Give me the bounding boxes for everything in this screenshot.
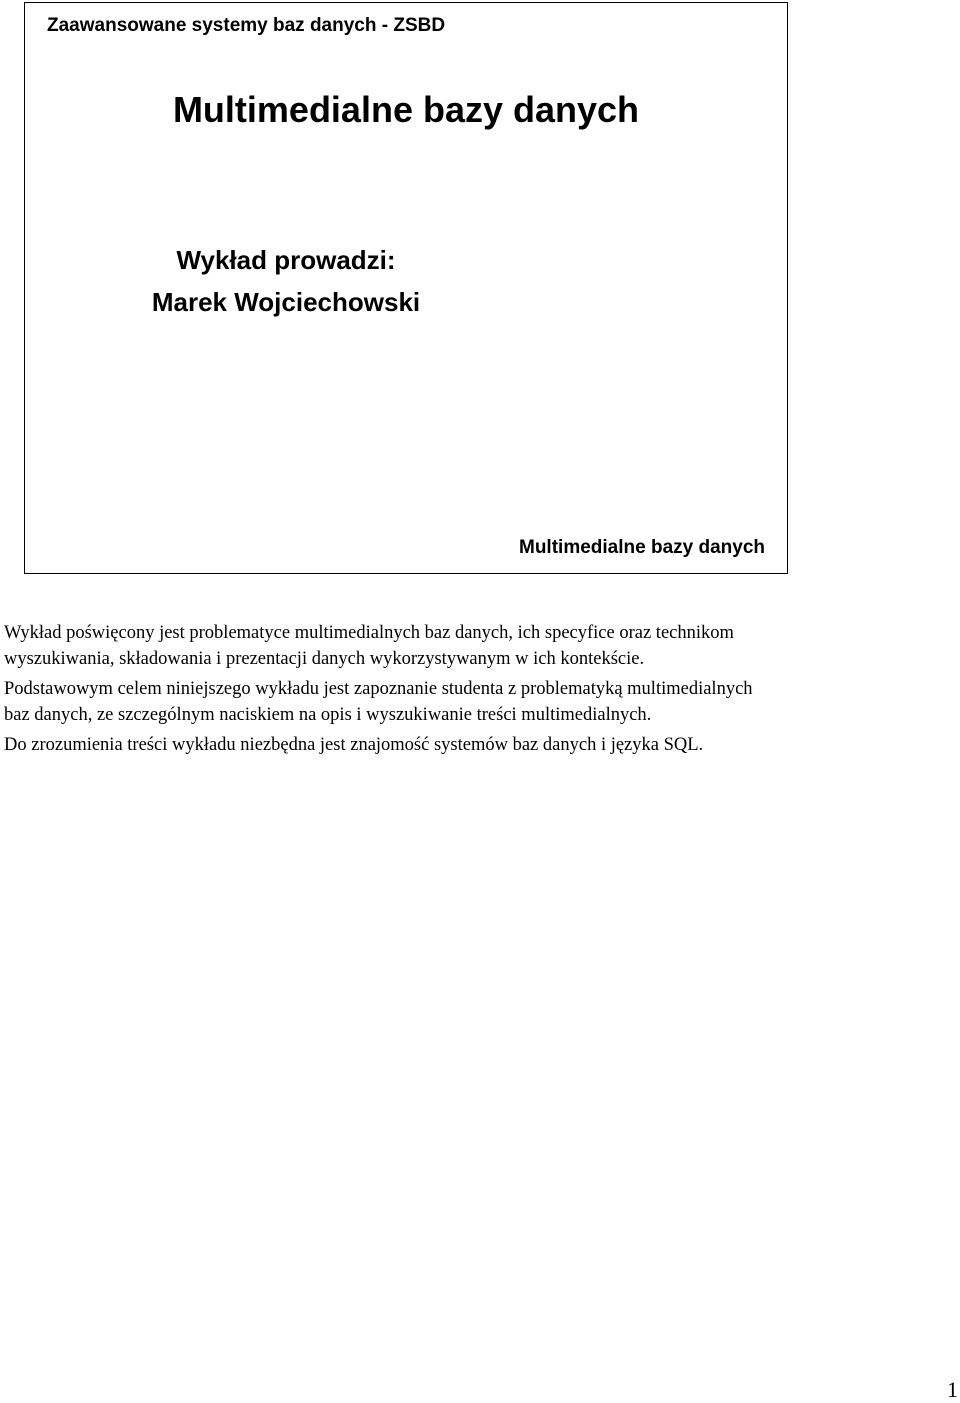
page-number: 1 <box>947 1377 958 1402</box>
notes-paragraph: Wykład poświęcony jest problematyce multimedialnych baz danych, ich specyfice oraz technikom wyszukiwania, składowania i prezentacji danych wykorzystywanym w ich kontekście. <box>4 623 734 669</box>
notes-paragraph: Do zrozumienia treści wykładu niezbędna jest znajomość systemów baz danych i języka SQL. <box>4 735 704 755</box>
slide-footer-title: Multimedialne bazy danych <box>519 537 765 558</box>
slide-frame <box>24 2 788 574</box>
lecturer-label: Wykład prowadzi: <box>176 245 396 275</box>
slide-title: Multimedialne bazy danych <box>172 89 640 130</box>
course-title: Zaawansowane systemy baz danych - ZSBD <box>47 15 446 36</box>
lecturer-name: Marek Wojciechowski <box>151 287 421 317</box>
notes-paragraph: Podstawowym celem niniejszego wykładu jest zapoznanie studenta z problematyką multimedialnych baz danych, ze szczególnym naciskiem na opis i wyszukiwanie treści multimedialnych. <box>4 679 753 725</box>
lecturer-block <box>25 239 547 323</box>
lecture-notes <box>4 620 944 762</box>
